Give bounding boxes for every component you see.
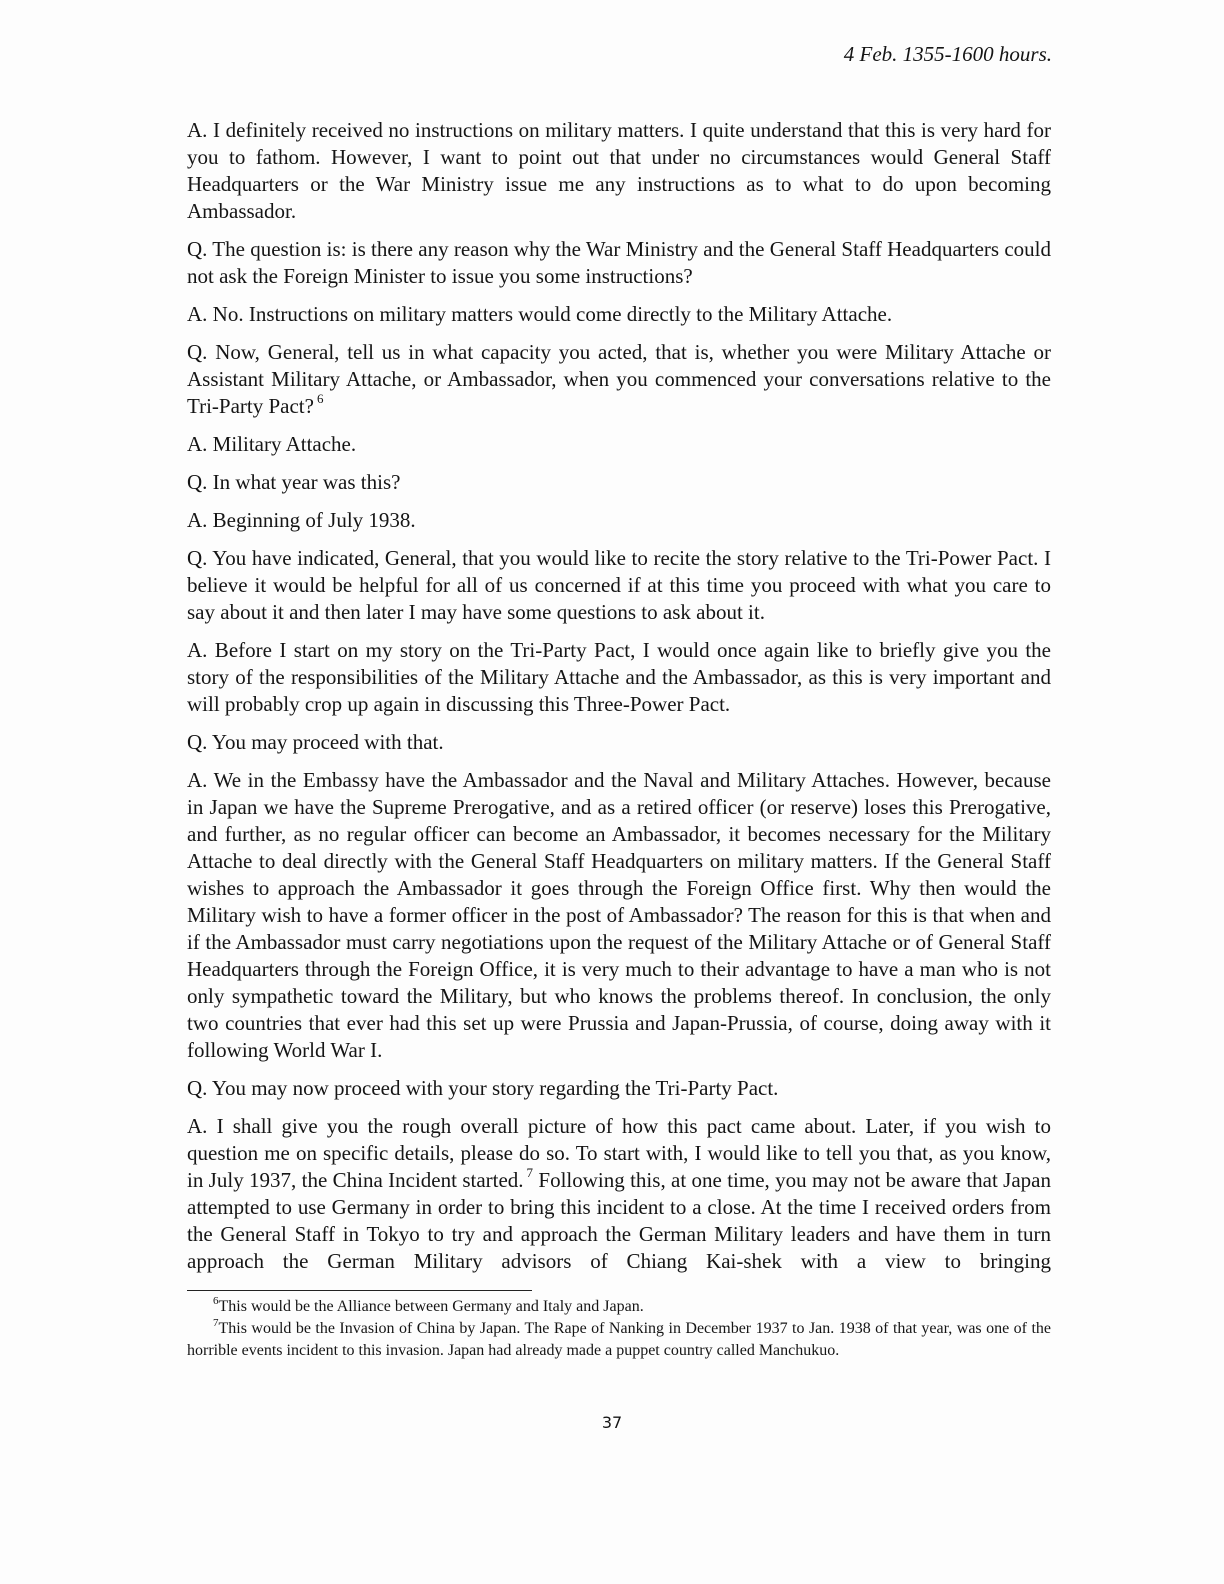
- footnote-7: [187, 1318, 1051, 1362]
- footnotes: [187, 1296, 1051, 1362]
- page-header: 4 Feb. 1355-1600 hours.: [843, 42, 1052, 66]
- footnote-6-text: This would be the Alliance between Germany and Italy and Japan.: [218, 1298, 644, 1315]
- footnote-ref-6[interactable]: 6: [316, 391, 324, 406]
- paragraph-13-text-end: Following this, at one time, you may not be aware that Japan attempted to use Germany in order to bring this incident to a close. At the time I received orders from the General Staff in Tokyo to try and approach the German Military leaders and have them in turn approach the German Military advisors of Chiang Kai-shek with a view to bringing: [187, 1168, 1051, 1273]
- page-number: 37: [601, 1413, 623, 1432]
- paragraph-9: A. Before I start on my story on the Tri-Party Pact, I would once again like to briefly give you the story of the responsibilities of the Military Attache and the Ambassador, as this is very important and will probably crop up again in discussing this Three-Power Pact.: [187, 638, 1051, 716]
- paragraph-12: Q. You may now proceed with your story regarding the Tri-Party Pact.: [187, 1076, 779, 1100]
- paragraph-5: A. Military Attache.: [187, 432, 357, 456]
- paragraph-1: A. I definitely received no instructions on military matters. I quite understand that this is very hard for you to fathom. However, I want to point out that under no circumstances would General Staff Headquarters or the War Ministry issue me any instructions as to what to do upon becoming Ambassador.: [187, 118, 1051, 223]
- paragraph-6: Q. In what year was this?: [187, 470, 401, 494]
- paragraph-4-text: Q. Now, General, tell us in what capacity you acted, that is, whether you were Military Attache or Assistant Military Attache, or Ambassador, when you commenced your conversations relative to the Tri-Party Pact?: [187, 340, 1051, 418]
- paragraph-13-text-start: A. I shall give you the rough overall picture of how this pact came about. Later, if you wish to question me on specific details, please do so. To start with, I would like to tell you that, as you know, in July 1937, the China Incident started.: [187, 1114, 1051, 1192]
- paragraph-4: [187, 339, 1051, 420]
- footnote-7-text: This would be the Invasion of China by Japan. The Rape of Nanking in December 1937 to Jan. 1938 of that year, was one of the horrible events incident to this invasion. Japan had already made a puppet country called Manchukuo.: [187, 1320, 1051, 1359]
- paragraph-13: [187, 1113, 1051, 1275]
- paragraph-8: Q. You have indicated, General, that you would like to recite the story relative to the Tri-Power Pact. I believe it would be helpful for all of us concerned if at this time you proceed with what you care to say about it and then later I may have some questions to ask about it.: [187, 546, 1051, 624]
- footnote-divider: [187, 1290, 532, 1291]
- paragraph-3: A. No. Instructions on military matters would come directly to the Military Attache.: [187, 302, 893, 326]
- footnote-6: [187, 1296, 1051, 1318]
- paragraph-2: Q. The question is: is there any reason why the War Ministry and the General Staff Headquarters could not ask the Foreign Minister to issue you some instructions?: [187, 237, 1051, 288]
- interrogation-transcript: [187, 117, 1051, 1286]
- footnote-mark-7: 7: [213, 1316, 219, 1329]
- footnote-ref-7[interactable]: 7: [526, 1165, 534, 1180]
- paragraph-10: Q. You may proceed with that.: [187, 730, 444, 754]
- footnote-mark-6: 6: [213, 1294, 219, 1307]
- paragraph-7: A. Beginning of July 1938.: [187, 508, 416, 532]
- paragraph-11: A. We in the Embassy have the Ambassador and the Naval and Military Attaches. However, because in Japan we have the Supreme Prerogative, and as a retired officer (or reserve) loses this Prerogative, and further, as no regular officer can become an Ambassador, it becomes necessary for the Military Attache to deal directly with the General Staff Headquarters on military matters. If the General Staff wishes to approach the Ambassador it goes through the Foreign Office first. Why then would the Military wish to have a former officer in the post of Ambassador? The reason for this is that when and if the Ambassador must carry negotiations upon the request of the Military Attache or of General Staff Headquarters through the Foreign Office, it is very much to their advantage to have a man who is not only sympathetic toward the Military, but who knows the problems thereof. In conclusion, the only two countries that ever had this set up were Prussia and Japan-Prussia, of course, doing away with it following World War I.: [187, 768, 1051, 1062]
